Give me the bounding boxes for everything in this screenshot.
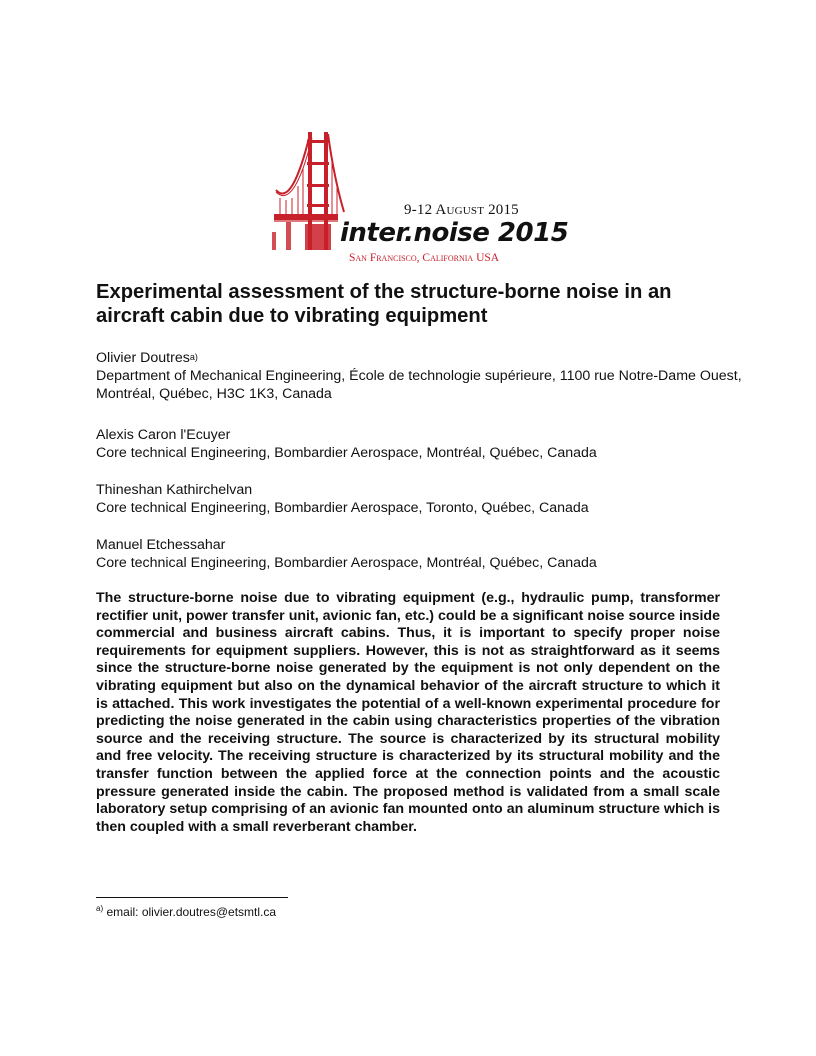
logo-date: 9-12 August 2015 (404, 202, 519, 218)
author-affiliation: Department of Mechanical Engineering, École de technologie supérieure, 1100 rue Notre-Dame Ouest, Montréal, Québec, H3C 1K3, Canada (96, 368, 742, 402)
footnote-email[interactable]: email: olivier.doutres@etsmtl.ca (106, 905, 277, 919)
author-block (96, 349, 756, 403)
footnote-divider (96, 897, 288, 898)
author-block (96, 481, 756, 517)
author-block (96, 536, 756, 572)
footnote (96, 905, 276, 919)
author-affiliation: Core technical Engineering, Bombardier Aerospace, Toronto, Québec, Canada (96, 500, 589, 516)
paper-title: Experimental assessment of the structure-borne noise in an aircraft cabin due to vibrating equipment (96, 281, 672, 327)
author-name: Olivier Doutres$^{a)}$ (96, 350, 198, 366)
author-affiliation: Core technical Engineering, Bombardier Aerospace, Montréal, Québec, Canada (96, 445, 597, 461)
author-footnote-mark: a) (189, 352, 198, 362)
conference-logo (272, 128, 569, 268)
author-affiliation: Core technical Engineering, Bombardier Aerospace, Montréal, Québec, Canada (96, 555, 597, 571)
logo-location: San Francisco, California USA (349, 252, 500, 264)
author-name: Manuel Etchessahar (96, 537, 226, 553)
author-block (96, 426, 756, 462)
abstract: The structure-borne noise due to vibrating equipment (e.g., hydraulic pump, transformer rectifier unit, power transfer unit, avionic fan, etc.) could be a significant noise source inside commercial and business aircraft cabins. Thus, it is important to specify proper noise requirements for equipment suppliers. However, this is not as straightforward as it seems since the structure-borne noise generated by the equipment is not only dependent on the vibrating equipment but also on the dynamical behavior of the aircraft structure to which it is attached. This work investigates the potential of a well-known experimental procedure for predicting the noise generated in the cabin using characteristics properties of the vibration source and the receiving structure. The source is characterized by its structural mobility and free velocity. The receiving structure is characterized by its structural mobility and the transfer function between the applied force at the connection points and the acoustic pressure generated inside the cabin. The proposed method is validated from a small scale laboratory setup comprising of an avionic fan mounted onto an aluminum structure which is then coupled with a small reverberant chamber. (96, 590, 720, 835)
logo-conference-name: inter.noise 2015 (340, 218, 569, 248)
author-name: Thineshan Kathirchelvan (96, 482, 253, 498)
author-name: Alexis Caron l'Ecuyer (96, 427, 231, 443)
footnote-mark: a) (96, 904, 104, 913)
